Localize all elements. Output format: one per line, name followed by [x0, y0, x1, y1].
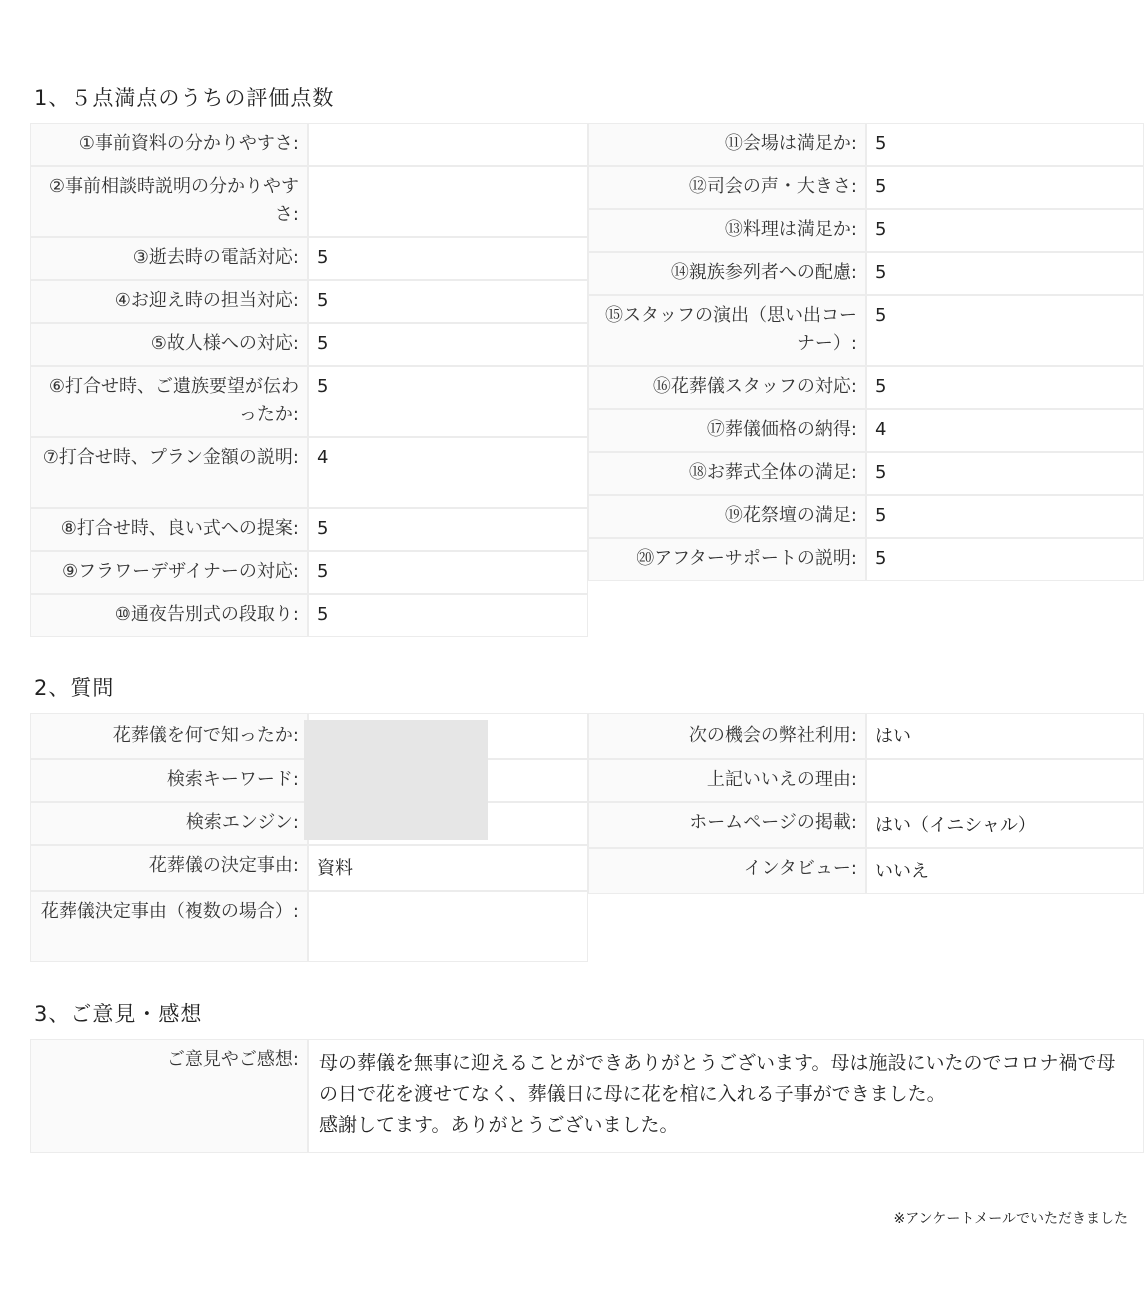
rating-value: 5 — [308, 551, 588, 594]
rating-value: 5 — [308, 280, 588, 323]
rating-value: 5 — [866, 452, 1144, 495]
rating-label: ⑱お葬式全体の満足: — [588, 452, 866, 495]
rating-label: ⑨フラワーデザイナーの対応: — [30, 551, 308, 594]
rating-label: ⑭親族参列者への配慮: — [588, 252, 866, 295]
rating-label: ⑮スタッフの演出（思い出コーナー）: — [588, 295, 866, 366]
rating-label: ④お迎え時の担当対応: — [30, 280, 308, 323]
rating-label: ⑦打合せ時、プラン金額の説明: — [30, 437, 308, 508]
rating-value: 5 — [866, 495, 1144, 538]
rating-label: ⑧打合せ時、良い式への提案: — [30, 508, 308, 551]
rating-value: 5 — [866, 209, 1144, 252]
rating-value: 5 — [308, 323, 588, 366]
question-label: 花葬儀の決定事由: — [30, 845, 308, 891]
question-label: インタビュー: — [588, 848, 866, 894]
question-label: ホームページの掲載: — [588, 802, 866, 848]
rating-label: ⑬料理は満足か: — [588, 209, 866, 252]
question-label: 検索エンジン: — [30, 802, 308, 845]
rating-value: 5 — [866, 123, 1144, 166]
question-value: いいえ — [866, 848, 1144, 894]
question-label: 上記いいえの理由: — [588, 759, 866, 802]
section-title-opinion: 3、ご意見・感想 — [34, 1002, 203, 1026]
rating-value: 5 — [308, 508, 588, 551]
rating-value: 5 — [308, 594, 588, 637]
rating-value: 5 — [866, 538, 1144, 581]
rating-label: ⑫司会の声・大きさ: — [588, 166, 866, 209]
rating-label: ⑪会場は満足か: — [588, 123, 866, 166]
rating-label: ⑯花葬儀スタッフの対応: — [588, 366, 866, 409]
rating-label: ③逝去時の電話対応: — [30, 237, 308, 280]
rating-label: ①事前資料の分かりやすさ: — [30, 123, 308, 166]
rating-label: ⑲花祭壇の満足: — [588, 495, 866, 538]
rating-value: 5 — [866, 166, 1144, 209]
rating-label: ⑳アフターサポートの説明: — [588, 538, 866, 581]
question-label: 花葬儀を何で知ったか: — [30, 713, 308, 759]
rating-value: 5 — [866, 295, 1144, 366]
rating-label: ⑤故人様への対応: — [30, 323, 308, 366]
rating-value: 5 — [866, 252, 1144, 295]
question-value: 資料 — [308, 845, 588, 891]
rating-value: 5 — [308, 366, 588, 437]
rating-value: 5 — [308, 237, 588, 280]
question-label: 花葬儀決定事由（複数の場合）: — [30, 891, 308, 962]
rating-value: 4 — [308, 437, 588, 508]
rating-value: 4 — [866, 409, 1144, 452]
opinion-text: 母の葬儀を無事に迎えることができありがとうございます。母は施設にいたのでコロナ禍で母の日で花を渡せてなく、葬儀日に母に花を棺に入れる子事ができました。 感謝してます。ありがとうございました。 — [308, 1039, 1144, 1153]
question-value: はい（イニシャル） — [866, 802, 1144, 848]
rating-value: 5 — [866, 366, 1144, 409]
opinion-label: ご意見やご感想: — [30, 1039, 308, 1153]
rating-label: ⑥打合せ時、ご遺族要望が伝わったか: — [30, 366, 308, 437]
footer-note: ※アンケートメールでいただきました — [893, 1211, 1128, 1227]
question-label: 次の機会の弊社利用: — [588, 713, 866, 759]
question-value — [866, 759, 1144, 802]
rating-label: ⑩通夜告別式の段取り: — [30, 594, 308, 637]
question-value: はい — [866, 713, 1144, 759]
rating-label: ②事前相談時説明の分かりやすさ: — [30, 166, 308, 237]
section-title-ratings: 1、５点満点のうちの評価点数 — [34, 86, 335, 110]
question-label: 検索キーワード: — [30, 759, 308, 802]
section-title-questions: 2、質問 — [34, 676, 115, 700]
rating-value — [308, 166, 588, 237]
rating-value — [308, 123, 588, 166]
redacted-block — [304, 720, 488, 840]
question-value — [308, 891, 588, 962]
rating-label: ⑰葬儀価格の納得: — [588, 409, 866, 452]
